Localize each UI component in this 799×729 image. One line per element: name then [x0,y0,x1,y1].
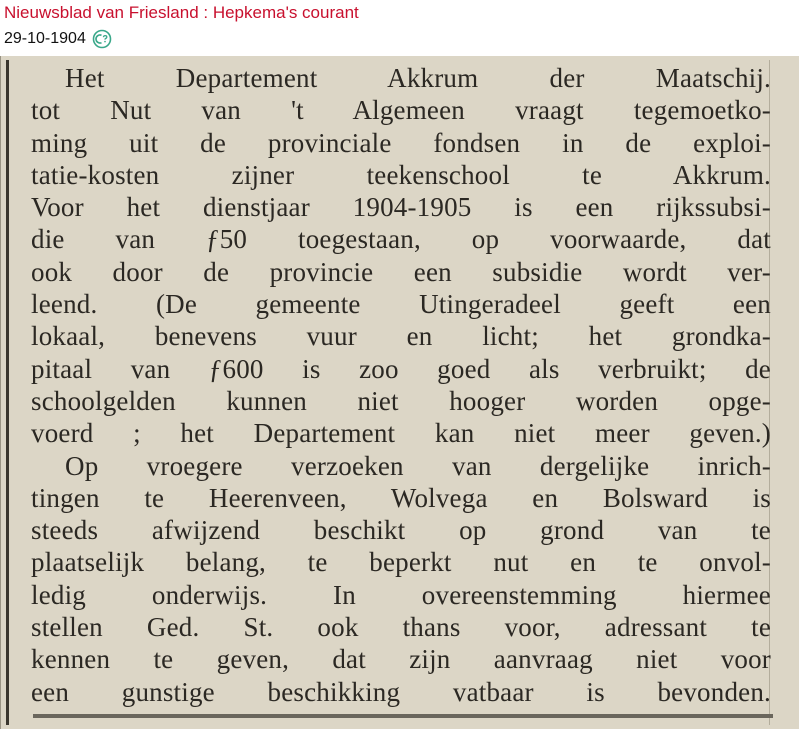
newspaper-clipping [0,56,799,729]
article-line: pitaal van ƒ600 is zoo goed als verbruikt; de [31,353,771,384]
publication-date: 29-10-1904 [4,30,86,47]
column-rule [33,714,773,718]
article-line: steeds afwijzend beschikt op grond van te [31,515,771,546]
article-line: ming uit de provinciale fondsen in de exploi- [31,127,771,158]
article-line: ook door de provincie een subsidie wordt ver- [31,256,771,287]
dateline [4,29,112,49]
article-line: voerd ; het Departement kan niet meer geven.) [31,418,771,449]
article-line: lokaal, benevens vuur en licht; het grondka- [31,321,771,352]
article-line: plaatselijk belang, te beperkt nut en te onvol- [31,547,771,578]
article-line: Op vroegere verzoeken van dergelijke inrich- [65,450,771,481]
article-line: die van ƒ50 toegestaan, op voorwaarde, dat [31,224,771,255]
clipping-left-edge [6,60,9,725]
article-line: een gunstige beschikking vatbaar is bevonden. [31,676,771,707]
article-line: tot Nut van 't Algemeen vraagt tegemoetko- [31,95,771,126]
article-line: stellen Ged. St. ook thans voor, adressant te [31,612,771,643]
article-line: ledig onderwijs. In overeenstemming hiermee [31,579,771,610]
article-text [31,62,771,708]
article-line: tingen te Heerenveen, Wolvega en Bolsward is [31,482,771,513]
article-line: tatie-kosten zijner teekenschool te Akkrum. [31,159,771,190]
article-line: kennen te geven, dat zijn aanvraag niet voor [31,644,771,675]
article-line: Het Departement Akkrum der Maatschij. [65,63,771,93]
newspaper-title-link[interactable]: Nieuwsblad van Friesland : Hepkema's courant [4,3,359,22]
article-line: leend. (De gemeente Utingeradeel geeft een [31,289,771,320]
copyright-unknown-icon[interactable] [92,29,112,49]
page-header [0,0,799,56]
article-line: schoolgelden kunnen niet hooger worden opge- [31,385,771,416]
article-line: Voor het dienstjaar 1904-1905 is een rijkssubsi- [31,192,771,223]
